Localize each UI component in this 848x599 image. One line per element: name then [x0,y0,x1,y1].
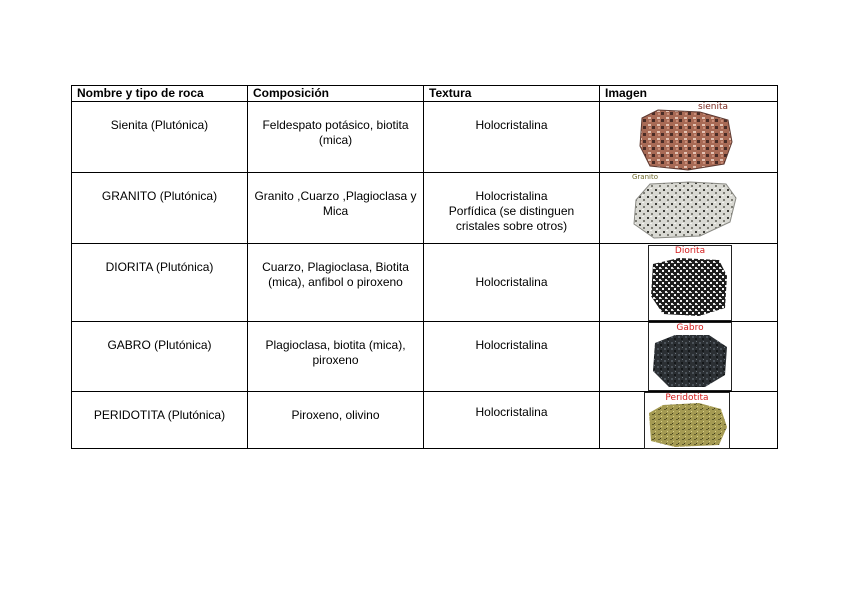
table-row [72,173,778,244]
rock-image-label: sienita [698,102,728,112]
rock-image-diorita [648,245,732,321]
rock-table [71,85,778,449]
table-row [72,392,778,449]
table-row [72,244,778,322]
rock-image-label: Granito [632,174,659,181]
rock-image-granito [630,174,742,242]
rock-image-label: Gabro [676,323,704,333]
header-composition: Composición [248,86,424,102]
rock-name: GRANITO (Plutónica) [101,189,218,203]
rock-composition: Granito ,Cuarzo ,Plagioclasa y Mica [254,189,417,218]
rock-name: DIORITA (Plutónica) [105,260,214,274]
rock-image-label: Peridotita [665,393,709,403]
header-texture: Textura [424,86,600,102]
rock-image-sienita [638,102,736,172]
table-row [72,102,778,173]
rock-name: GABRO (Plutónica) [107,338,212,352]
rock-texture: Holocristalina [475,189,548,203]
rock-texture: Holocristalina [475,405,548,419]
rock-composition: Feldespato potásico, biotita (mica) [262,118,409,147]
rock-texture: Holocristalina [475,275,548,289]
rock-composition: Cuarzo, Plagioclasa, Biotita (mica), anfibol o piroxeno [262,260,409,289]
header-row [72,86,778,102]
rock-image-gabro [648,322,732,391]
header-name: Nombre y tipo de roca [72,86,248,102]
rock-texture: Holocristalina [475,338,548,352]
rock-composition: Plagioclasa, biotita (mica), piroxeno [265,338,406,367]
rock-name: Sienita (Plutónica) [110,118,209,132]
rock-name: PERIDOTITA (Plutónica) [93,408,226,422]
header-image: Imagen [600,86,778,102]
table-row [72,322,778,392]
rock-image-peridotita [644,392,730,449]
rock-texture-detail: Porfídica (se distinguen cristales sobre otros) [448,204,575,233]
rock-image-label: Diorita [674,246,706,256]
rock-texture: Holocristalina [475,118,548,132]
rock-composition: Piroxeno, olivino [291,408,380,422]
